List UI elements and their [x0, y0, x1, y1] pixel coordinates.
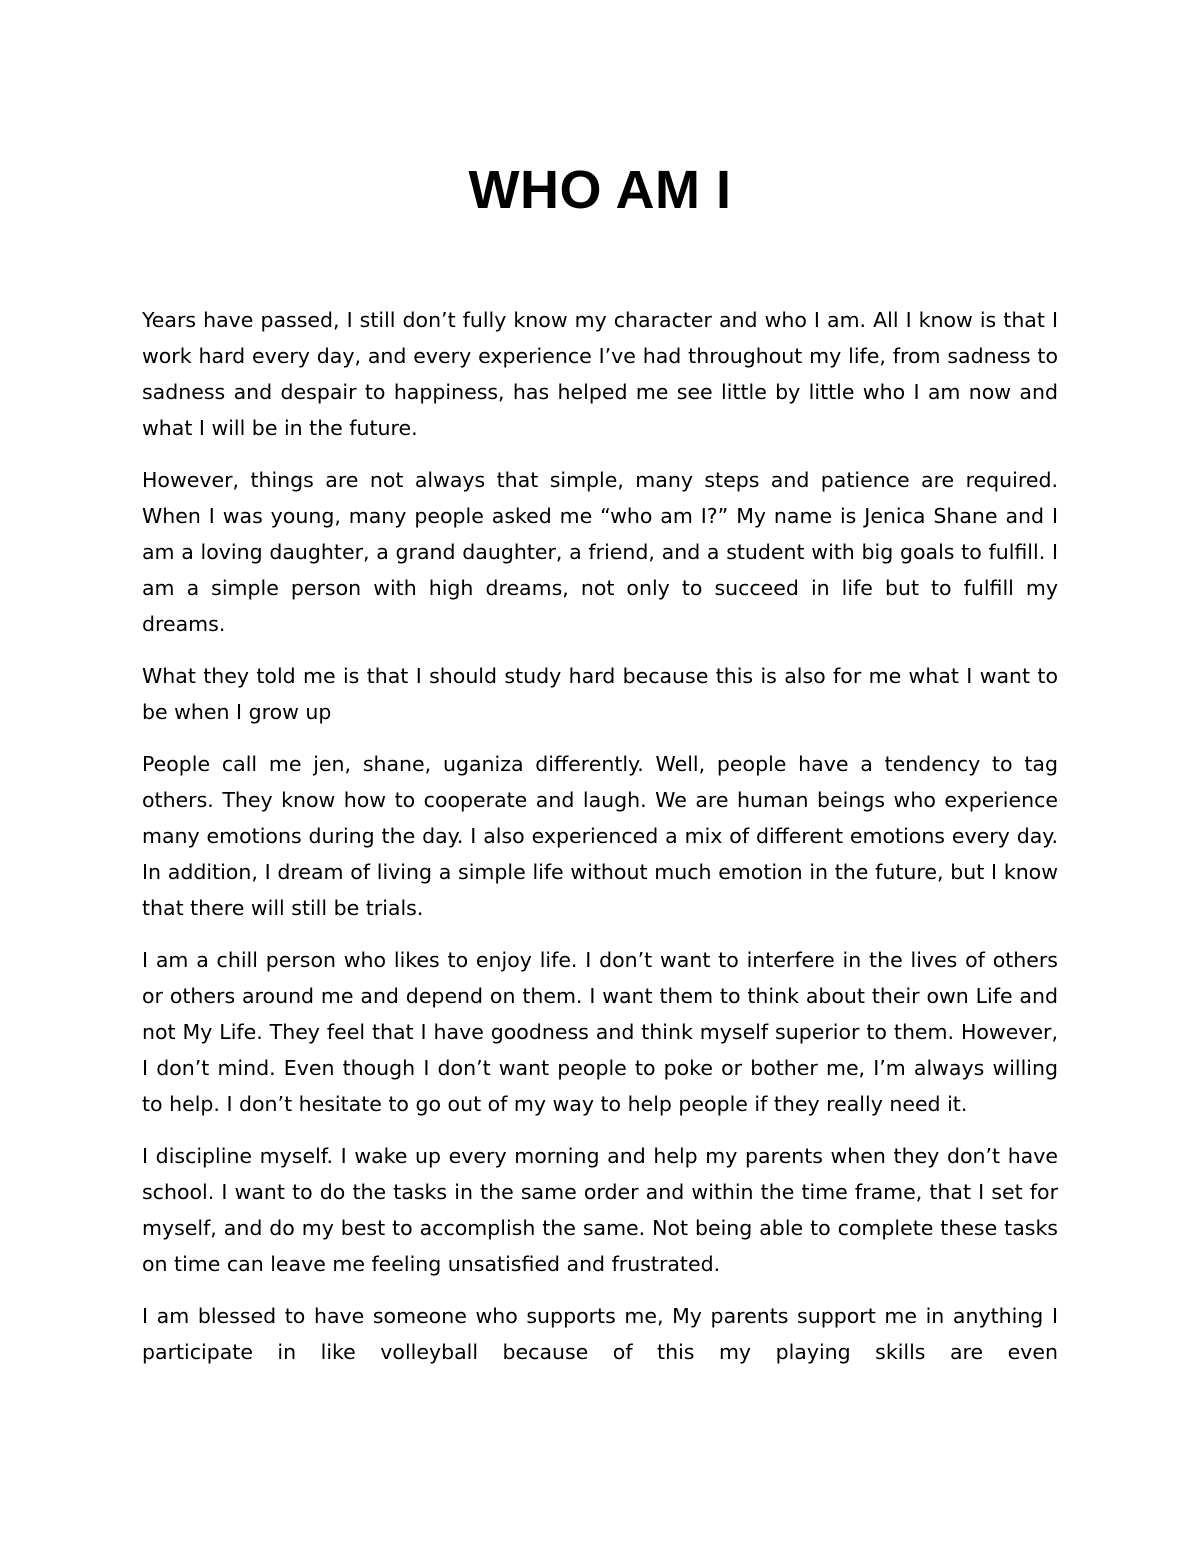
paragraph: People call me jen, shane, uganiza differently. Well, people have a tendency to tag others. They know how to cooperate and laugh. We are human beings who experience many emotions during the day. I also experienced a mix of different emotions every day. In addition, I dream of living a simple life without much emotion in the future, but I know that there will still be trials.	[142, 752, 1058, 920]
paragraph: However, things are not always that simple, many steps and patience are required. When I was young, many people asked me “who am I?” My name is Jenica Shane and I am a loving daughter, a grand daughter, a friend, and a student with big goals to fulfill. I am a simple person with high dreams, not only to succeed in life but to fulfill my dreams.	[142, 468, 1058, 636]
document-body	[142, 302, 1058, 1370]
paragraph: I am a chill person who likes to enjoy life. I don’t want to interfere in the lives of others or others around me and depend on them. I want them to think about their own Life and not My Life. They feel that I have goodness and think myself superior to them. However, I don’t mind. Even though I don’t want people to poke or bother me, I’m always willing to help. I don’t hesitate to go out of my way to help people if they really need it.	[142, 948, 1058, 1116]
paragraph: What they told me is that I should study hard because this is also for me what I want to be when I grow up	[142, 664, 1058, 724]
paragraph: Years have passed, I still don’t fully know my character and who I am. All I know is that I work hard every day, and every experience I’ve had throughout my life, from sadness to sadness and despair to happiness, has helped me see little by little who I am now and what I will be in the future.	[142, 308, 1058, 440]
document-title: WHO AM I	[468, 160, 732, 220]
paragraph: I discipline myself. I wake up every morning and help my parents when they don’t have school. I want to do the tasks in the same order and within the time frame, that I set for myself, and do my best to accomplish the same. Not being able to complete these tasks on time can leave me feeling unsatisfied and frustrated.	[142, 1144, 1058, 1276]
paragraph: I am blessed to have someone who supports me, My parents support me in anything I participate in like volleyball because of this my playing skills are even	[142, 1304, 1058, 1364]
